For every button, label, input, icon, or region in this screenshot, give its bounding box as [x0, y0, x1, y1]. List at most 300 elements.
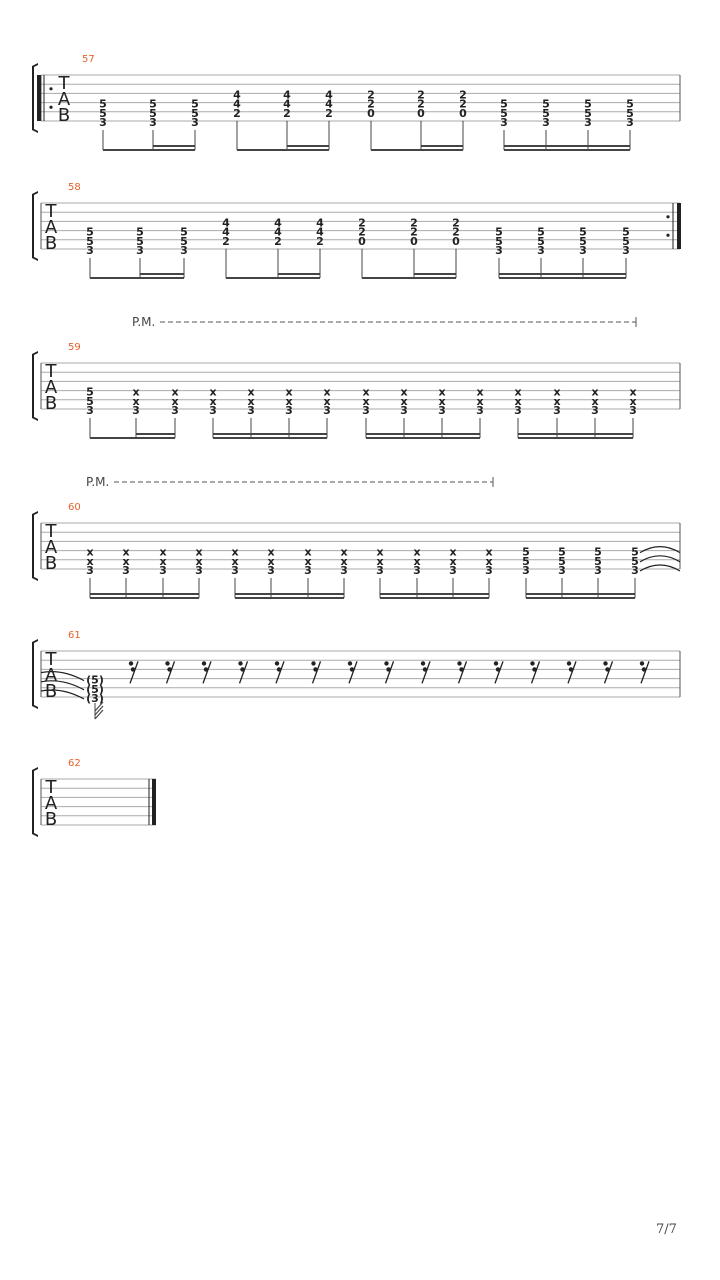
fret-number: x — [323, 385, 331, 399]
note-chord — [500, 98, 508, 150]
fret-number: x — [449, 554, 457, 568]
fret-number: x — [247, 385, 255, 399]
tied-fret-number: (5) — [86, 682, 104, 696]
fret-number: 3 — [438, 404, 446, 417]
fret-number: 3 — [542, 116, 550, 129]
page-number: 7/7 — [656, 1222, 677, 1237]
fret-number: 5 — [191, 97, 199, 111]
note-chord — [358, 216, 366, 278]
note-chord — [222, 216, 230, 278]
fret-number: x — [122, 545, 130, 559]
fret-number: x — [304, 554, 312, 568]
rest-dot — [240, 667, 244, 671]
fret-number: x — [267, 545, 275, 559]
fret-number: 3 — [553, 404, 561, 417]
repeat-dot — [666, 215, 669, 218]
note-chord — [591, 386, 599, 438]
rest-dot — [238, 661, 242, 665]
note-chord — [122, 546, 130, 598]
fret-number: 3 — [323, 404, 331, 417]
note-chord — [180, 226, 188, 278]
fret-number: 4 — [316, 225, 324, 239]
fret-number: x — [285, 385, 293, 399]
fret-number: 5 — [584, 106, 592, 120]
fret-number: 4 — [316, 216, 324, 230]
measure-58 — [32, 182, 681, 278]
fret-number: x — [340, 554, 348, 568]
fret-number: 2 — [358, 216, 366, 230]
fret-number: 5 — [500, 97, 508, 111]
fret-number: 0 — [417, 106, 425, 120]
fret-number: x — [400, 394, 408, 408]
measure-number: 60 — [68, 502, 81, 513]
fret-number: 4 — [233, 97, 241, 111]
note-chord — [323, 386, 331, 438]
note-chord — [316, 216, 324, 278]
fret-number: x — [159, 554, 167, 568]
tab-clef-letter: T — [58, 73, 70, 94]
tie-arc — [640, 556, 680, 562]
fret-number: x — [629, 394, 637, 408]
measure-61 — [32, 630, 680, 719]
rest-dot — [313, 667, 317, 671]
fret-number: 4 — [222, 225, 230, 239]
fret-number: 3 — [304, 564, 312, 577]
note-chord — [626, 98, 634, 150]
tab-clef-letter: T — [45, 361, 57, 382]
fret-number: 2 — [367, 88, 375, 102]
fret-number: 3 — [449, 564, 457, 577]
fret-number: 5 — [136, 234, 144, 248]
fret-number: x — [171, 394, 179, 408]
note-chord — [495, 226, 503, 278]
note-chord — [149, 98, 157, 150]
fret-number: 5 — [631, 554, 639, 568]
fret-number: 3 — [159, 564, 167, 577]
fret-number: 5 — [495, 234, 503, 248]
fret-number: 2 — [452, 225, 460, 239]
fret-number: 5 — [180, 234, 188, 248]
note-chord — [159, 546, 167, 598]
fret-number: x — [553, 385, 561, 399]
fret-number: 3 — [631, 564, 639, 577]
rest-dot — [569, 667, 573, 671]
tab-clef-letter: B — [44, 553, 58, 574]
note-chord — [438, 386, 446, 438]
measure-59 — [32, 315, 680, 438]
fret-number: 3 — [285, 404, 293, 417]
tab-clef-letter: T — [45, 201, 57, 222]
rest-dot — [530, 661, 534, 665]
note-chord — [285, 386, 293, 438]
repeat-barline-thick — [677, 203, 681, 249]
fret-number: 3 — [340, 564, 348, 577]
fret-number: 5 — [622, 225, 630, 239]
fret-number: x — [629, 385, 637, 399]
rest-dot — [131, 667, 135, 671]
fret-number: x — [132, 385, 140, 399]
note-chord — [553, 386, 561, 438]
fret-number: 5 — [86, 234, 94, 248]
tie-arc — [640, 547, 680, 553]
fret-number: x — [400, 385, 408, 399]
fret-number: 3 — [537, 244, 545, 257]
fret-number: 0 — [367, 106, 375, 120]
fret-number: 3 — [267, 564, 275, 577]
note-chord — [558, 546, 566, 598]
fret-number: x — [231, 545, 239, 559]
repeat-dot — [49, 106, 52, 109]
fret-number: 5 — [522, 554, 530, 568]
note-chord — [99, 98, 107, 150]
fret-number: x — [304, 545, 312, 559]
fret-number: 4 — [274, 216, 282, 230]
system-bracket — [32, 511, 38, 581]
fret-number: x — [122, 554, 130, 568]
note-chord — [629, 386, 637, 438]
fret-number: x — [362, 385, 370, 399]
fret-number: 2 — [367, 97, 375, 111]
fret-number: 5 — [558, 545, 566, 559]
rest-dot — [165, 661, 169, 665]
rest-dot — [567, 661, 571, 665]
fret-number: 4 — [274, 225, 282, 239]
tab-clef-letter: A — [44, 665, 58, 686]
fret-number: 5 — [622, 234, 630, 248]
measure-60 — [32, 475, 680, 598]
fret-number: 2 — [452, 216, 460, 230]
rest-dot — [386, 667, 390, 671]
fret-number: 4 — [233, 88, 241, 102]
rest-dot — [532, 667, 536, 671]
fret-number: x — [514, 394, 522, 408]
fret-number: 3 — [195, 564, 203, 577]
rest-dot — [129, 661, 133, 665]
note-chord — [417, 88, 425, 150]
fret-number: 3 — [171, 404, 179, 417]
rest-dot — [459, 667, 463, 671]
fret-number: x — [323, 394, 331, 408]
rest-dot — [277, 667, 281, 671]
fret-number: x — [476, 394, 484, 408]
tab-clef-letter: A — [57, 89, 71, 110]
tab-clef-letter: B — [44, 681, 58, 702]
fret-number: 3 — [629, 404, 637, 417]
fret-number: 3 — [584, 116, 592, 129]
fret-number: x — [171, 385, 179, 399]
fret-number: 5 — [594, 545, 602, 559]
fret-number: 4 — [325, 97, 333, 111]
note-chord — [584, 98, 592, 150]
rest-dot — [384, 661, 388, 665]
fret-number: 3 — [86, 404, 94, 417]
fret-number: 5 — [86, 225, 94, 239]
tab-clef-letter: A — [44, 793, 58, 814]
rest-dot — [640, 661, 644, 665]
measure-number: 57 — [82, 54, 95, 65]
note-chord — [247, 386, 255, 438]
fret-number: 3 — [476, 404, 484, 417]
fret-number: 0 — [358, 234, 366, 248]
fret-number: 2 — [459, 88, 467, 102]
note-chord — [367, 88, 375, 150]
tab-clef-letter: B — [44, 809, 58, 830]
note-chord — [542, 98, 550, 150]
note-chord — [594, 546, 602, 598]
rest-dot — [603, 661, 607, 665]
rest-dot — [642, 667, 646, 671]
measure-57 — [32, 54, 680, 150]
fret-number: 3 — [495, 244, 503, 257]
tab-clef-letter: T — [45, 521, 57, 542]
fret-number: x — [514, 385, 522, 399]
fret-number: 3 — [500, 116, 508, 129]
fret-number: 3 — [594, 564, 602, 577]
fret-number: 3 — [86, 564, 94, 577]
fret-number: 5 — [191, 106, 199, 120]
fret-number: 3 — [136, 244, 144, 257]
fret-number: x — [553, 394, 561, 408]
fret-number: 5 — [99, 97, 107, 111]
fret-number: 2 — [283, 106, 291, 120]
fret-number: x — [449, 545, 457, 559]
fret-number: 3 — [209, 404, 217, 417]
note-chord — [209, 386, 217, 438]
fret-number: 3 — [400, 404, 408, 417]
repeat-dot — [666, 234, 669, 237]
note-chord — [136, 226, 144, 278]
fret-number: 5 — [579, 234, 587, 248]
fret-number: x — [159, 545, 167, 559]
system-bracket — [32, 351, 38, 421]
note-chord — [485, 546, 493, 598]
palm-mute-label: P.M. — [132, 315, 156, 329]
fret-number: 5 — [537, 234, 545, 248]
fret-number: 3 — [413, 564, 421, 577]
fret-number: 3 — [376, 564, 384, 577]
fret-number: 3 — [247, 404, 255, 417]
rest-dot — [311, 661, 315, 665]
note-chord — [537, 226, 545, 278]
rest-dot — [423, 667, 427, 671]
note-chord — [400, 386, 408, 438]
fret-number: 2 — [316, 234, 324, 248]
tied-fret-number: (5) — [86, 673, 104, 687]
note-chord — [410, 216, 418, 278]
fret-number: 3 — [122, 564, 130, 577]
note-chord — [86, 546, 94, 598]
repeat-dot — [49, 87, 52, 90]
fret-number: 2 — [358, 225, 366, 239]
fret-number: 4 — [325, 88, 333, 102]
fret-number: x — [195, 545, 203, 559]
note-chord — [86, 386, 94, 438]
note-chord — [362, 386, 370, 438]
fret-number: 5 — [594, 554, 602, 568]
fret-number: 5 — [149, 106, 157, 120]
rest-dot — [202, 661, 206, 665]
note-chord — [86, 226, 94, 278]
fret-number: x — [86, 554, 94, 568]
fret-number: 2 — [410, 216, 418, 230]
rest-dot — [348, 661, 352, 665]
fret-number: 3 — [86, 244, 94, 257]
fret-number: x — [86, 545, 94, 559]
fret-number: 4 — [283, 88, 291, 102]
fret-number: 2 — [233, 106, 241, 120]
fret-number: x — [195, 554, 203, 568]
rest-dot — [496, 667, 500, 671]
fret-number: 3 — [558, 564, 566, 577]
final-barline-thick — [152, 779, 156, 825]
fret-number: x — [209, 385, 217, 399]
fret-number: x — [376, 554, 384, 568]
fret-number: 3 — [622, 244, 630, 257]
fret-number: x — [438, 394, 446, 408]
fret-number: 3 — [191, 116, 199, 129]
note-chord — [476, 386, 484, 438]
fret-number: 5 — [537, 225, 545, 239]
note-chord — [522, 546, 530, 598]
fret-number: 2 — [459, 97, 467, 111]
fret-number: 0 — [452, 234, 460, 248]
fret-number: 5 — [584, 97, 592, 111]
fret-number: 5 — [626, 106, 634, 120]
fret-number: 0 — [410, 234, 418, 248]
fret-number: 2 — [274, 234, 282, 248]
fret-number: x — [231, 554, 239, 568]
tie-arc — [640, 565, 680, 571]
fret-number: x — [247, 394, 255, 408]
note-chord — [340, 546, 348, 598]
fret-number: 2 — [417, 97, 425, 111]
fret-number: x — [209, 394, 217, 408]
note-chord — [413, 546, 421, 598]
note-chord — [233, 88, 241, 150]
fret-number: 5 — [579, 225, 587, 239]
rest-dot — [494, 661, 498, 665]
fret-number: 5 — [149, 97, 157, 111]
fret-number: x — [132, 394, 140, 408]
note-chord — [171, 386, 179, 438]
note-chord — [459, 88, 467, 150]
fret-number: 4 — [222, 216, 230, 230]
fret-number: x — [362, 394, 370, 408]
system-bracket — [32, 767, 38, 837]
system-bracket — [32, 639, 38, 709]
fret-number: 3 — [99, 116, 107, 129]
note-chord — [514, 386, 522, 438]
fret-number: 3 — [132, 404, 140, 417]
fret-number: 5 — [99, 106, 107, 120]
note-chord — [283, 88, 291, 150]
fret-number: 3 — [514, 404, 522, 417]
fret-number: 2 — [417, 88, 425, 102]
fret-number: x — [485, 545, 493, 559]
fret-number: 3 — [591, 404, 599, 417]
note-chord — [325, 88, 333, 150]
measure-number: 62 — [68, 758, 81, 769]
fret-number: x — [285, 394, 293, 408]
note-chord — [231, 546, 239, 598]
measure-number: 61 — [68, 630, 81, 641]
tied-fret-number: (3) — [86, 692, 104, 705]
tab-clef-letter: B — [44, 393, 58, 414]
system-bracket — [32, 191, 38, 261]
note-chord — [267, 546, 275, 598]
tab-clef-letter: T — [45, 649, 57, 670]
fret-number: 2 — [325, 106, 333, 120]
fret-number: 5 — [558, 554, 566, 568]
fret-number: x — [485, 554, 493, 568]
note-chord — [376, 546, 384, 598]
note-chord — [452, 216, 460, 278]
palm-mute-label: P.M. — [86, 475, 110, 489]
note-chord — [132, 386, 140, 438]
fret-number: 3 — [579, 244, 587, 257]
measure-62 — [32, 758, 156, 837]
note-chord — [579, 226, 587, 278]
fret-number: x — [591, 385, 599, 399]
note-chord — [191, 98, 199, 150]
fret-number: 5 — [626, 97, 634, 111]
fret-number: 3 — [149, 116, 157, 129]
fret-number: 3 — [522, 564, 530, 577]
fret-number: 5 — [500, 106, 508, 120]
fret-number: 5 — [542, 97, 550, 111]
note-chord — [304, 546, 312, 598]
repeat-barline-thick — [37, 75, 41, 121]
fret-number: 3 — [231, 564, 239, 577]
tab-clef-letter: T — [45, 777, 57, 798]
rest-dot — [204, 667, 208, 671]
measure-number: 59 — [68, 342, 81, 353]
note-chord — [274, 216, 282, 278]
rest-dot — [275, 661, 279, 665]
fret-number: 0 — [459, 106, 467, 120]
fret-number: x — [413, 554, 421, 568]
note-chord — [195, 546, 203, 598]
fret-number: x — [438, 385, 446, 399]
note-chord — [449, 546, 457, 598]
fret-number: 3 — [485, 564, 493, 577]
rest-dot — [605, 667, 609, 671]
tab-clef-letter: B — [44, 233, 58, 254]
fret-number: 2 — [410, 225, 418, 239]
fret-number: x — [340, 545, 348, 559]
measure-number: 58 — [68, 182, 81, 193]
fret-number: 5 — [86, 394, 94, 408]
rest-dot — [421, 661, 425, 665]
tab-clef-letter: A — [44, 377, 58, 398]
fret-number: 3 — [626, 116, 634, 129]
tab-clef-letter: A — [44, 537, 58, 558]
tab-clef-letter: A — [44, 217, 58, 238]
tab-clef-letter: B — [57, 105, 71, 126]
rest-dot — [167, 667, 171, 671]
fret-number: 3 — [362, 404, 370, 417]
fret-number: x — [476, 385, 484, 399]
fret-number: 5 — [495, 225, 503, 239]
fret-number: x — [376, 545, 384, 559]
note-chord — [622, 226, 630, 278]
fret-number: x — [413, 545, 421, 559]
fret-number: x — [267, 554, 275, 568]
fret-number: 5 — [86, 385, 94, 399]
fret-number: 5 — [180, 225, 188, 239]
fret-number: 5 — [542, 106, 550, 120]
fret-number: 2 — [222, 234, 230, 248]
